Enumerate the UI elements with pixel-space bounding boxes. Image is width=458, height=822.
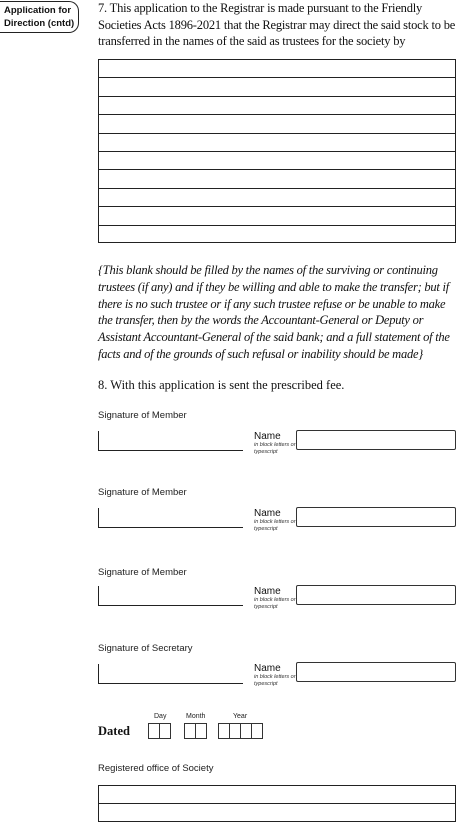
section-7-text: 7. This application to the Registrar is made pursuant to the Friendly Societies Acts 1896-2021 that the Registrar may direct the said stock to be transferred in the names of the said as trustees for the society by xyxy=(98,1,456,48)
section-tab-line1: Application for xyxy=(4,5,72,16)
section-8-text: 8. With this application is sent the prescribed fee. xyxy=(98,378,345,392)
trustee-names-field[interactable] xyxy=(98,59,456,243)
month-label: Month xyxy=(186,713,206,720)
name-label: Name xyxy=(254,431,281,442)
registered-office-line[interactable] xyxy=(99,804,455,822)
registered-office-label: Registered office of Society xyxy=(98,763,214,774)
date-digit-box[interactable] xyxy=(251,723,263,739)
trustee-name-line[interactable] xyxy=(99,226,455,244)
trustee-name-line[interactable] xyxy=(99,189,455,207)
year-field[interactable] xyxy=(218,723,262,739)
name-input[interactable] xyxy=(296,662,456,682)
name-sublabel: in block letters or typescript xyxy=(254,519,296,532)
signature-field[interactable] xyxy=(98,586,243,606)
name-sublabel: in block letters or typescript xyxy=(254,597,296,610)
name-sublabel: in block letters or typescript xyxy=(254,442,296,455)
signature-label: Signature of Secretary xyxy=(98,643,193,654)
signature-field[interactable] xyxy=(98,431,243,451)
name-sublabel: in block letters or typescript xyxy=(254,674,296,687)
instruction-note: {This blank should be filled by the names of the surviving or continuing trustees (if any) and if they be willing and able to make the transfer; but if there is no such trustee or if any such trustee refuse or be unable to make the transfer, then by the words the Accountant-General or Deputy or Assistant Accountant-General of the said bank; and a full statement of the facts and of the grounds of such refusal or inability should be made} xyxy=(98,263,450,361)
trustee-name-line[interactable] xyxy=(99,115,455,133)
trustee-name-line[interactable] xyxy=(99,152,455,170)
month-field[interactable] xyxy=(184,723,206,739)
name-label: Name xyxy=(254,586,281,597)
trustee-name-line[interactable] xyxy=(99,60,455,78)
signature-field[interactable] xyxy=(98,508,243,528)
name-label: Name xyxy=(254,663,281,674)
year-label: Year xyxy=(233,713,248,720)
trustee-name-line[interactable] xyxy=(99,170,455,188)
date-digit-box[interactable] xyxy=(159,723,171,739)
name-input[interactable] xyxy=(296,430,456,450)
dated-label: Dated xyxy=(98,724,130,738)
registered-office-line[interactable] xyxy=(99,786,455,804)
name-input[interactable] xyxy=(296,585,456,605)
signature-field[interactable] xyxy=(98,664,243,684)
date-digit-box[interactable] xyxy=(195,723,207,739)
trustee-name-line[interactable] xyxy=(99,207,455,225)
name-input[interactable] xyxy=(296,507,456,527)
day-label: Day xyxy=(154,713,167,720)
trustee-name-line[interactable] xyxy=(99,97,455,115)
signature-label: Signature of Member xyxy=(98,487,187,498)
name-label: Name xyxy=(254,508,281,519)
day-field[interactable] xyxy=(148,723,170,739)
signature-label: Signature of Member xyxy=(98,567,187,578)
registered-office-field[interactable] xyxy=(98,785,456,822)
trustee-name-line[interactable] xyxy=(99,134,455,152)
signature-label: Signature of Member xyxy=(98,410,187,421)
section-tab xyxy=(0,1,79,33)
section-tab-line2: Direction (cntd) xyxy=(4,18,75,29)
trustee-name-line[interactable] xyxy=(99,78,455,96)
